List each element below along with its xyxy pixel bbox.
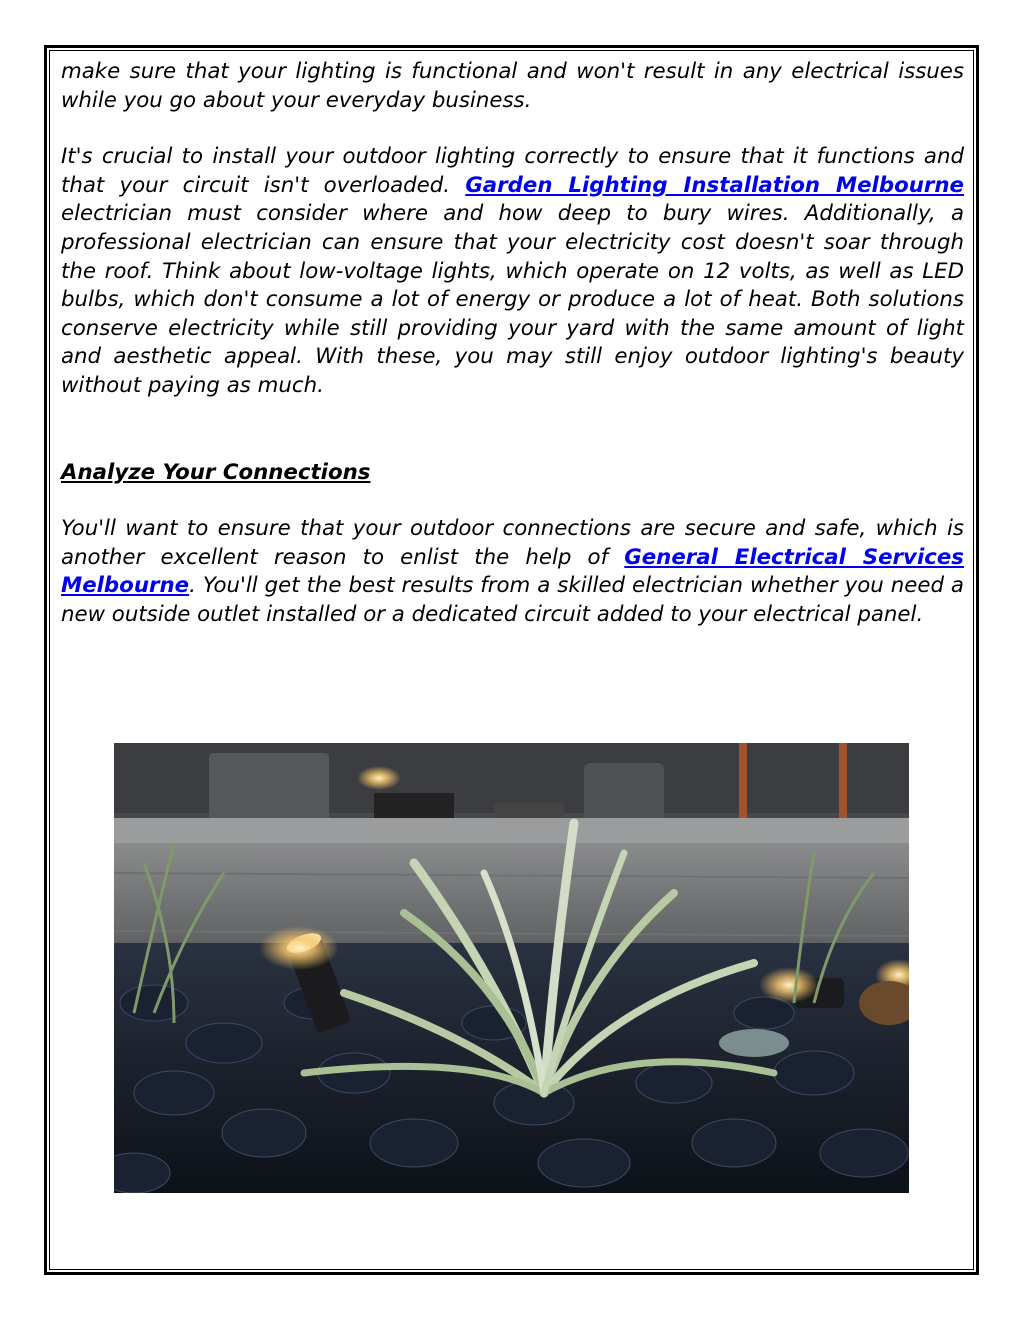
paragraph-lighting-text-end: electrician must consider where and how deep to bury wires. Additionally, a professional electrician can ensure that your electricity cost doesn't soar through the roof. Think about low-voltage lights, which operate on 12 volts, as well as LED bulbs, which don't consume a lot of energy or produce a lot of heat. Both solutions conserve electricity while still providing your yard with the same amount of light and aesthetic appeal. With these, you may still enjoy outdoor lighting's beauty without paying as much. [61,201,964,398]
paragraph-lighting-text-start: It's crucial to install your outdoor lighting correctly to ensure that it functions and that your circuit isn't overloaded. [61,144,964,198]
paragraph-connections-text-end: . You'll get the best results from a skilled electrician whether you need a new outside outlet installed or a dedicated circuit added to your electrical panel. [61,573,964,627]
paragraph-connections [61,515,964,629]
general-electrical-link[interactable]: General Electrical Services Melbourne [61,544,964,599]
garden-lighting-photo [114,743,909,1193]
paragraph-intro: make sure that your lighting is functional and won't result in any electrical issues while you go about your everyday business. [61,59,964,113]
document-body [61,58,964,630]
garden-lighting-link[interactable]: Garden Lighting Installation Melbourne [465,172,964,198]
paragraph-lighting [61,143,964,400]
section-heading: Analyze Your Connections [61,459,371,485]
paragraph-connections-text-start: You'll want to ensure that your outdoor connections are secure and safe, which is another excellent reason to enlist the help of [61,516,964,570]
